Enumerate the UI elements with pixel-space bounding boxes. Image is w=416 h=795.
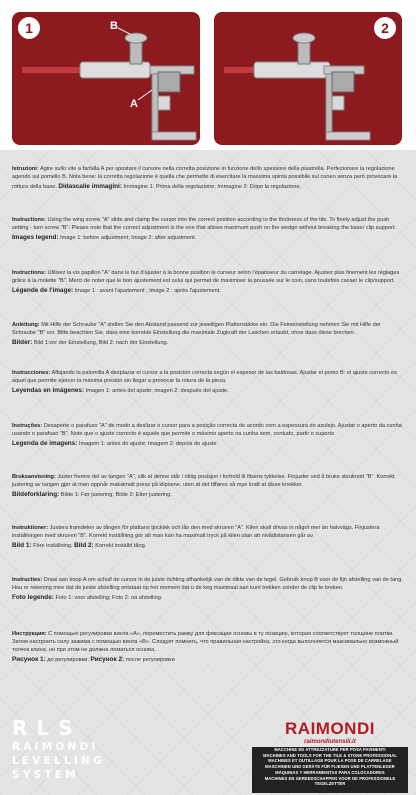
brand-website: raimondiutensili.it bbox=[304, 739, 356, 745]
illustration-area bbox=[0, 0, 416, 150]
instructions-sv: Instruktioner: Justera framdelen av tången för plattans tjocklek och lås den med skruven "A". Kilen skall drivas in något mer än halvvägs. Finjustera inställningen med skruven "B". Korrekt inställning gör att man kan ha maximalt tryck på kilen utan att nivådistansen går av. Bild 1: Före inställning. Bild 2: Korrekt inställd tång. bbox=[12, 525, 380, 549]
illustration-panel-1 bbox=[12, 12, 200, 145]
brand-name: RAIMONDI bbox=[285, 719, 375, 738]
brand-taglines bbox=[252, 747, 408, 793]
instructions-en: Instructions: Using the wing screw "A" slide and clamp the cursor into the correct position according to the thickness of the tile. To finely adjust the push setting - turn screw "B". Please note that the correct adjustment is the one that allows maximum push on the wedge without breaking the base/ clip support. Images legend: Image 1: before adjustment; Image 2: after adjustment. bbox=[12, 217, 396, 241]
instructions-es: Instrucciones: Aflojando la palomilla A desplazar el cursor a la posición correcta según el espesor de las baldosas. Ajustar el pomo B: el ajuste correcto es aquel que permite ejercer la máxima presión sin llegar a provocar la rotura de la pieza. Leyendas en imágenes: Imagen 1: antes del ajuste; imagen 2: después del ajuste. bbox=[12, 370, 397, 394]
tool-after-adjustment-drawing bbox=[214, 12, 402, 145]
panel-number: 1 bbox=[18, 17, 40, 39]
tagline: MÁQUINAS Y HERRAMIENTAS PARA COLOCADORES bbox=[275, 769, 385, 775]
illustration-panel-2 bbox=[214, 12, 402, 145]
rls-title: RLS bbox=[12, 716, 82, 740]
panel-number: 2 bbox=[374, 17, 396, 39]
rls-system-title bbox=[12, 716, 105, 783]
rls-line: LEVELLING bbox=[12, 755, 105, 768]
instructions-no: Bruksanvisning: Juster fremre del av tangen "A", slik at denne står i riktig posisjon i forhold til flisens tykkelse. Finjuster ved å bruke skruknott "B". Korrekt justering av tangen gjør at man oppnår maksimalt press på klipsene, uten at det tilføres så mye kraft at disse knekker. Bildeforklaring: Bilde 1: Før justering; Bilde 2: Etter justering. bbox=[12, 474, 395, 498]
tagline: MACHINES EN GEREEDSCHAPPEN VOOR DE PROFESSIONELE TEGELZETTER bbox=[264, 775, 396, 787]
instructions-it: Istruzioni: Agire sullo vite a farfalla A per spostare il cursore nella corretta posizione in funzione dello spessore della piastrella. Perfezionare la regolazione agendo sul pomello B. Nota bene: la corretta regolazione è quella che permette di esercitare la massima spinta possibile sul cuneo senza però provocare la rottura della base. Didascalie immagini: Immagine 1: Prima della regolazione; Immagine 2: Dopo la regolazione. bbox=[12, 166, 398, 190]
rls-line: SYSTEM bbox=[12, 769, 79, 782]
tagline: MACHINES AND TOOLS FOR THE TILE & STONE PROFESSIONAL bbox=[263, 752, 397, 758]
tagline: MACHINES ET OUTILLAGE POUR LA POSE DE CARRELAGE bbox=[268, 758, 392, 764]
instructions-nl: Instructies: Draai aan knop A om schuif de cursor in de juiste richting afhankelijk van de dikte van de tegel. Gebruik knop B voor de fijn afstelling van de tang. Hou er rekening mee dat de juiste afstelling ontstaat op het moment dat u de keg maximaal aan kunt trekken zonder de clip te breken. Foto legende: Foto 1: voor afstelling; Foto 2: na afstelling. bbox=[12, 577, 403, 601]
tagline: MACCHINE ED ATTREZZATURE PER POSA PAVIMENTI bbox=[274, 747, 386, 752]
tagline: MASCHINEN UND GERÄTE FÜR FLIESEN UND PLATTENLEGER bbox=[265, 764, 395, 770]
instructions-ru: Инструкция: С помощью регулировки винта «А», переместить рамку для фиксации основы в ту позицию, которая соответствует толщине плитки. Затем настроить силу зажима с помощью винта «В». Следует помнить, что правильная настройка, это когда выполняется максимально возможный толчок клина, но при этом не должна ломаться основа. Рисунок 1: до регулировки; Рисунок 2: после регулировки bbox=[12, 631, 399, 663]
label-screw-a: A bbox=[130, 98, 138, 110]
tool-before-adjustment-drawing bbox=[12, 12, 200, 145]
label-screw-b: B bbox=[110, 20, 118, 32]
rls-line: RAIMONDI bbox=[12, 741, 99, 753]
instructions-fr: Instructions: Utilisez la vis papillon "A" dans le but d'ajuster à la bonne position le curseur selon l'épaisseur du carrelage. Ajustez plus finement les réglages grâce à la molette "B". Merci de noter que le bon ajustement est celui qui permet de maximiser la poussée sur le coin, sans toutefois casser le clip/support. Légende de l'image: Image 1 : avant l'ajustement ; Image 2 : après l'ajustement. bbox=[12, 270, 400, 294]
instructions-de: Anleitung: Mit Hilfe der Schraube "A" stellen Sie den Abstand passend zur jeweiligen Plattenstärke ein. Die Feineinstellung nehmen Sie mit Hilfe der Schraube "B" vor. Bitte beachten Sie, dass eine korrekte Einstellung die maximale Zugkraft der Laschen erlaubt, ohne dass diese brechen. Bilder: Bild 1:vor der Einstellung, Bild 2: nach der Einstellung. bbox=[12, 322, 381, 346]
instructions-pt: Instruções: Desaperte o parafuso "A" de modo a deslizar o cursor para a posição correcta de acordo com a espessura do azulejo. Ajustar o aperto da cunha usando o parafuso "B". Note que o ajuste correcto é aquele que permite o máximo aperto na cunha sem, contudo, partir o suporte. Legenda de imagens: Imagem 1: antes do ajuste; Imagem 2: depois do ajuste bbox=[12, 423, 402, 447]
